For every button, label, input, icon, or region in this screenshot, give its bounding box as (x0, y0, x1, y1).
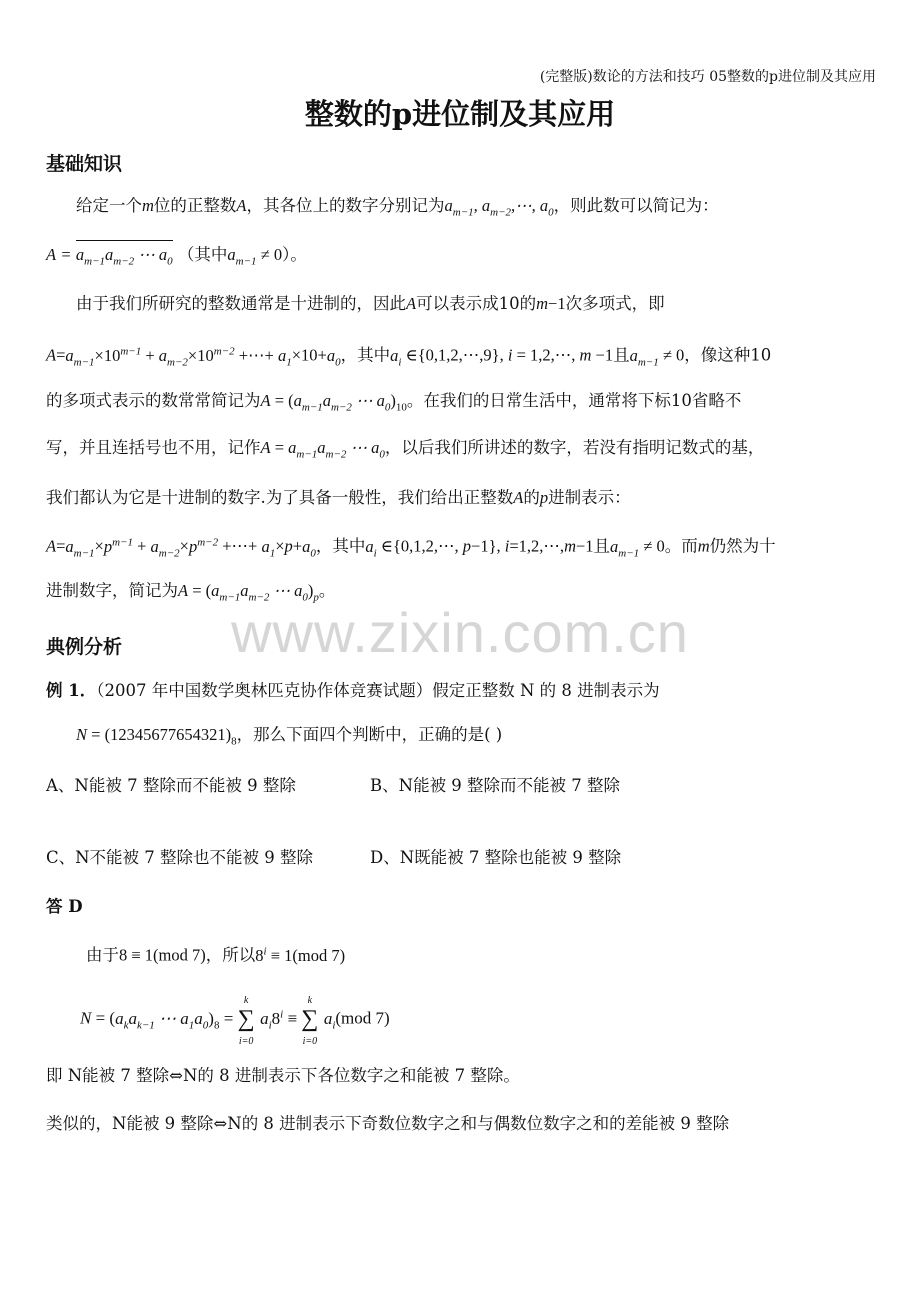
option-a: A、N能被 7 整除而不能被 9 整除 (46, 776, 296, 795)
section-examples: 典例分析 (46, 636, 123, 658)
basics-line-5: 的多项式表示的数常常简记为$A = (a_{m-1}a_{m-2}$ ⋯ $a_0)_{10}$。在我们的日常生活中，通常将下标10省略不 (46, 391, 742, 414)
option-d: D、N既能被 7 整除也能被 9 整除 (370, 848, 622, 867)
example-intro-2: $N = (12345677654321)_8$，那么下面四个判断中，正确的是( ) (76, 725, 503, 748)
basics-line-6: 写，并且连括号也不用，记作$A = a_{m-1}a_{m-2}$ ⋯ $a_0$，以后我们所讲述的数字，若没有指明记数式的基， (46, 438, 765, 461)
basics-line-9: 进制数字，简记为$A = (a_{m-1}a_{m-2}$ ⋯ $a_0)_p$。 (46, 581, 336, 604)
answer: 答 D (46, 897, 83, 916)
basics-line-4: $A=a_{m-1}\times 10^{m-1} + a_{m-2}\times 10^{m-2}$ +⋯+ $a_1\times 10+a_0$，其中$a_i$ ∈{0,1,2,⋯,9}, i = 1,2,⋯, m −1且$a_{m-1} \ne 0$，像这种10 (46, 345, 772, 368)
example-intro: 例 1．（2007 年中国数学奥林匹克协作体竞赛试题）假定正整数 N 的 8 进制表示为 (46, 681, 660, 700)
basics-line-2: $A = a_{m-1}a_{m-2}$ ⋯ $a_0$ （其中$a_{m-1} \ne 0$）。 (46, 245, 307, 268)
basics-line-3: 由于我们所研究的整数通常是十进制的，因此A可以表示成10的m−1次多项式，即 (76, 294, 665, 313)
option-c: C、N不能被 7 整除也不能被 9 整除 (46, 848, 314, 867)
page-title: 整数的p进位制及其应用 (304, 97, 616, 131)
conclusion-1: 即 N能被 7 整除⇔N的 8 进制表示下各位数字之和能被 7 整除。 (46, 1066, 520, 1085)
basics-line-8: $A=a_{m-1}\times p^{m-1} + a_{m-2}\times p^{m-2}$ +⋯+ $a_1\times p+a_0$，其中$a_i$ ∈{0,1,2,⋯, p−1}, i=1,2,⋯,m−1且$a_{m-1} \ne 0$。而m仍然为十 (46, 536, 776, 559)
solution-formula: $N = (a_ka_{k-1}$ ⋯ $a_1a_0)_8 = k$ ∑ i=0 $a_i8^i \equiv k$ ∑ i=0 $a_i(mod$ 7) (80, 995, 390, 1047)
basics-line-7: 我们都认为它是十进制的数字.为了具备一般性，我们给出正整数A的p进制表示： (46, 488, 631, 507)
watermark: www.zixin.com.cn (231, 601, 689, 664)
option-b: B、N能被 9 整除而不能被 7 整除 (370, 776, 621, 795)
page-header: (完整版)数论的方法和技巧 05整数的p进位制及其应用 (539, 69, 876, 85)
conclusion-2: 类似的，N能被 9 整除⇔N的 8 进制表示下奇数位数字之和与偶数位数字之和的差能被 9 整除 (46, 1114, 730, 1133)
basics-line-1: 给定一个m位的正整数A，其各位上的数字分别记为$a_{m-1}$, $a_{m-2},\cdots$, $a_0$，则此数可以简记为： (76, 196, 719, 219)
solution-line-1: 由于8 ≡ 1(mod 7)，所以$8^i \equiv 1(mod$ 7) (86, 945, 346, 965)
section-basics: 基础知识 (46, 153, 123, 175)
